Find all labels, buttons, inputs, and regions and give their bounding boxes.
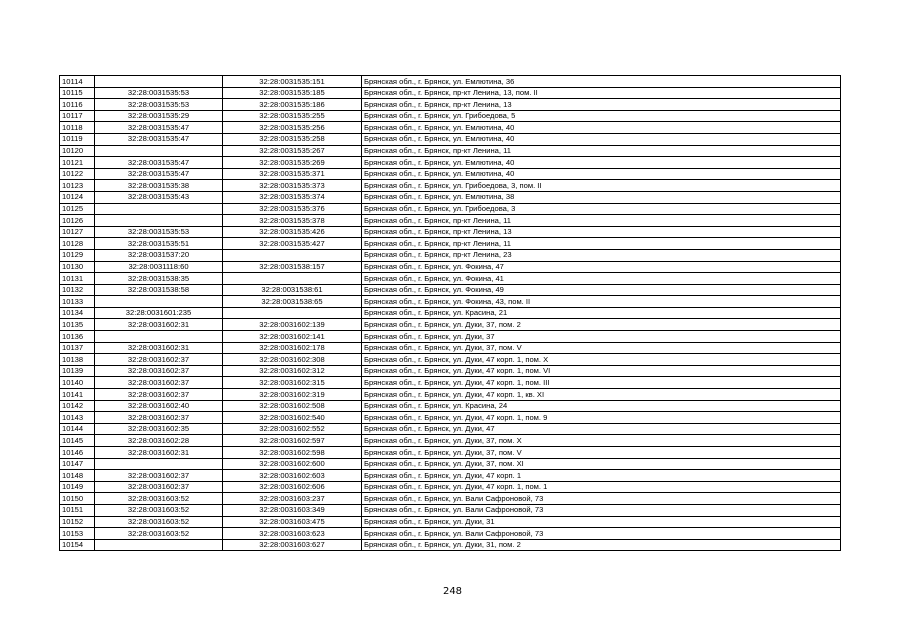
table-row <box>60 528 841 540</box>
row-number-cell: 10123 <box>60 180 95 192</box>
address-cell: Брянская обл., г. Брянск, ул. Емлютина, 40 <box>362 168 841 180</box>
object-cadastral-number-cell: 32:28:0031538:157 <box>223 261 362 273</box>
row-number-cell: 10149 <box>60 481 95 493</box>
row-number-cell: 10153 <box>60 528 95 540</box>
object-cadastral-number-cell: 32:28:0031602:597 <box>223 435 362 447</box>
table-row <box>60 354 841 366</box>
row-number-cell: 10126 <box>60 215 95 227</box>
object-cadastral-number-cell: 32:28:0031535:267 <box>223 145 362 157</box>
cadastral-number-cell: 32:28:0031603:52 <box>95 516 223 528</box>
cadastral-number-cell: 32:28:0031535:47 <box>95 168 223 180</box>
address-cell: Брянская обл., г. Брянск, ул. Грибоедова, 3 <box>362 203 841 215</box>
address-cell: Брянская обл., г. Брянск, ул. Красина, 24 <box>362 400 841 412</box>
address-cell: Брянская обл., г. Брянск, ул. Красина, 21 <box>362 307 841 319</box>
cadastral-number-cell <box>95 76 223 88</box>
row-number-cell: 10142 <box>60 400 95 412</box>
object-cadastral-number-cell: 32:28:0031603:237 <box>223 493 362 505</box>
table-row <box>60 447 841 459</box>
cadastral-number-cell: 32:28:0031602:37 <box>95 389 223 401</box>
object-cadastral-number-cell: 32:28:0031535:151 <box>223 76 362 88</box>
address-cell: Брянская обл., г. Брянск, ул. Вали Сафроновой, 73 <box>362 493 841 505</box>
cadastral-number-cell: 32:28:0031602:37 <box>95 481 223 493</box>
object-cadastral-number-cell: 32:28:0031535:185 <box>223 87 362 99</box>
cadastral-number-cell: 32:28:0031602:28 <box>95 435 223 447</box>
object-cadastral-number-cell: 32:28:0031535:186 <box>223 99 362 111</box>
cadastral-number-cell: 32:28:0031535:47 <box>95 157 223 169</box>
address-cell: Брянская обл., г. Брянск, пр-кт Ленина, 13 <box>362 226 841 238</box>
row-number-cell: 10138 <box>60 354 95 366</box>
address-cell: Брянская обл., г. Брянск, ул. Дуки, 47 корп. 1, пом. VI <box>362 365 841 377</box>
row-number-cell: 10127 <box>60 226 95 238</box>
address-cell: Брянская обл., г. Брянск, пр-кт Ленина, 11 <box>362 238 841 250</box>
cadastral-number-cell: 32:28:0031602:37 <box>95 365 223 377</box>
object-cadastral-number-cell <box>223 249 362 261</box>
row-number-cell: 10137 <box>60 342 95 354</box>
row-number-cell: 10152 <box>60 516 95 528</box>
table-row <box>60 516 841 528</box>
address-cell: Брянская обл., г. Брянск, ул. Дуки, 47 корп. 1, пом. 9 <box>362 412 841 424</box>
object-cadastral-number-cell: 32:28:0031602:540 <box>223 412 362 424</box>
table-row <box>60 226 841 238</box>
row-number-cell: 10154 <box>60 539 95 551</box>
table-row <box>60 133 841 145</box>
object-cadastral-number-cell: 32:28:0031535:426 <box>223 226 362 238</box>
table-row <box>60 249 841 261</box>
cadastral-number-cell: 32:28:0031535:47 <box>95 133 223 145</box>
row-number-cell: 10140 <box>60 377 95 389</box>
table-row <box>60 412 841 424</box>
cadastral-number-cell: 32:28:0031603:52 <box>95 504 223 516</box>
cadastral-number-cell: 32:28:0031603:52 <box>95 493 223 505</box>
row-number-cell: 10124 <box>60 191 95 203</box>
object-cadastral-number-cell: 32:28:0031535:376 <box>223 203 362 215</box>
registry-table-body <box>60 76 841 551</box>
table-row <box>60 157 841 169</box>
cadastral-number-cell <box>95 215 223 227</box>
object-cadastral-number-cell: 32:28:0031535:269 <box>223 157 362 169</box>
cadastral-number-cell: 32:28:0031602:37 <box>95 412 223 424</box>
row-number-cell: 10116 <box>60 99 95 111</box>
object-cadastral-number-cell: 32:28:0031535:378 <box>223 215 362 227</box>
table-row <box>60 423 841 435</box>
table-row <box>60 377 841 389</box>
cadastral-number-cell: 32:28:0031535:38 <box>95 180 223 192</box>
row-number-cell: 10121 <box>60 157 95 169</box>
cadastral-number-cell: 32:28:0031535:53 <box>95 87 223 99</box>
address-cell: Брянская обл., г. Брянск, ул. Дуки, 47 корп. 1, кв. XI <box>362 389 841 401</box>
object-cadastral-number-cell: 32:28:0031535:255 <box>223 110 362 122</box>
page-number: 248 <box>442 586 463 597</box>
object-cadastral-number-cell: 32:28:0031535:258 <box>223 133 362 145</box>
cadastral-number-cell: 32:28:0031535:43 <box>95 191 223 203</box>
row-number-cell: 10130 <box>60 261 95 273</box>
cadastral-number-cell: 32:28:0031537:20 <box>95 249 223 261</box>
cadastral-number-cell <box>95 539 223 551</box>
row-number-cell: 10125 <box>60 203 95 215</box>
address-cell: Брянская обл., г. Брянск, ул. Дуки, 37, пом. X <box>362 435 841 447</box>
table-row <box>60 168 841 180</box>
object-cadastral-number-cell: 32:28:0031603:475 <box>223 516 362 528</box>
object-cadastral-number-cell: 32:28:0031535:256 <box>223 122 362 134</box>
cadastral-number-cell <box>95 203 223 215</box>
row-number-cell: 10146 <box>60 447 95 459</box>
row-number-cell: 10129 <box>60 249 95 261</box>
object-cadastral-number-cell: 32:28:0031603:623 <box>223 528 362 540</box>
table-row <box>60 539 841 551</box>
table-row <box>60 215 841 227</box>
table-row <box>60 365 841 377</box>
table-row <box>60 493 841 505</box>
address-cell: Брянская обл., г. Брянск, ул. Дуки, 31 <box>362 516 841 528</box>
cadastral-number-cell: 32:28:0031535:47 <box>95 122 223 134</box>
cadastral-number-cell: 32:28:0031538:58 <box>95 284 223 296</box>
cadastral-number-cell <box>95 145 223 157</box>
table-row <box>60 203 841 215</box>
row-number-cell: 10148 <box>60 470 95 482</box>
address-cell: Брянская обл., г. Брянск, пр-кт Ленина, 11 <box>362 145 841 157</box>
address-cell: Брянская обл., г. Брянск, ул. Дуки, 37, пом. 2 <box>362 319 841 331</box>
object-cadastral-number-cell: 32:28:0031602:315 <box>223 377 362 389</box>
address-cell: Брянская обл., г. Брянск, пр-кт Ленина, 23 <box>362 249 841 261</box>
row-number-cell: 10117 <box>60 110 95 122</box>
object-cadastral-number-cell: 32:28:0031535:373 <box>223 180 362 192</box>
row-number-cell: 10120 <box>60 145 95 157</box>
address-cell: Брянская обл., г. Брянск, ул. Грибоедова, 3, пом. II <box>362 180 841 192</box>
row-number-cell: 10132 <box>60 284 95 296</box>
object-cadastral-number-cell: 32:28:0031603:349 <box>223 504 362 516</box>
table-row <box>60 435 841 447</box>
row-number-cell: 10131 <box>60 273 95 285</box>
row-number-cell: 10143 <box>60 412 95 424</box>
row-number-cell: 10150 <box>60 493 95 505</box>
address-cell: Брянская обл., г. Брянск, ул. Емлютина, 36 <box>362 76 841 88</box>
table-row <box>60 87 841 99</box>
object-cadastral-number-cell: 32:28:0031538:65 <box>223 296 362 308</box>
table-row <box>60 261 841 273</box>
object-cadastral-number-cell: 32:28:0031602:508 <box>223 400 362 412</box>
address-cell: Брянская обл., г. Брянск, ул. Дуки, 47 корп. 1 <box>362 470 841 482</box>
object-cadastral-number-cell: 32:28:0031538:61 <box>223 284 362 296</box>
table-row <box>60 342 841 354</box>
address-cell: Брянская обл., г. Брянск, пр-кт Ленина, 11 <box>362 215 841 227</box>
table-row <box>60 331 841 343</box>
row-number-cell: 10119 <box>60 133 95 145</box>
address-cell: Брянская обл., г. Брянск, ул. Фокина, 47 <box>362 261 841 273</box>
row-number-cell: 10135 <box>60 319 95 331</box>
object-cadastral-number-cell <box>223 273 362 285</box>
cadastral-number-cell: 32:28:0031602:37 <box>95 377 223 389</box>
table-row <box>60 470 841 482</box>
cadastral-number-cell: 32:28:0031603:52 <box>95 528 223 540</box>
cadastral-number-cell: 32:28:0031535:53 <box>95 99 223 111</box>
table-row <box>60 400 841 412</box>
address-cell: Брянская обл., г. Брянск, ул. Дуки, 47 корп. 1, пом. III <box>362 377 841 389</box>
address-cell: Брянская обл., г. Брянск, ул. Вали Сафроновой, 73 <box>362 528 841 540</box>
address-cell: Брянская обл., г. Брянск, пр-кт Ленина, 13, пом. II <box>362 87 841 99</box>
table-row <box>60 389 841 401</box>
cadastral-number-cell <box>95 458 223 470</box>
table-row <box>60 481 841 493</box>
cadastral-number-cell: 32:28:0031538:35 <box>95 273 223 285</box>
object-cadastral-number-cell <box>223 307 362 319</box>
object-cadastral-number-cell: 32:28:0031535:371 <box>223 168 362 180</box>
table-row <box>60 122 841 134</box>
row-number-cell: 10133 <box>60 296 95 308</box>
address-cell: Брянская обл., г. Брянск, ул. Емлютина, 40 <box>362 122 841 134</box>
table-row <box>60 273 841 285</box>
object-cadastral-number-cell: 32:28:0031602:603 <box>223 470 362 482</box>
address-cell: Брянская обл., г. Брянск, ул. Вали Сафроновой, 73 <box>362 504 841 516</box>
registry-table <box>59 75 841 551</box>
cadastral-number-cell <box>95 296 223 308</box>
object-cadastral-number-cell: 32:28:0031602:600 <box>223 458 362 470</box>
address-cell: Брянская обл., г. Брянск, ул. Дуки, 37, пом. XI <box>362 458 841 470</box>
address-cell: Брянская обл., г. Брянск, ул. Дуки, 47 корп. 1, пом. X <box>362 354 841 366</box>
address-cell: Брянская обл., г. Брянск, ул. Емлютина, 38 <box>362 191 841 203</box>
address-cell: Брянская обл., г. Брянск, ул. Дуки, 37, пом. V <box>362 342 841 354</box>
row-number-cell: 10136 <box>60 331 95 343</box>
cadastral-number-cell: 32:28:0031602:37 <box>95 470 223 482</box>
cadastral-number-cell: 32:28:0031535:53 <box>95 226 223 238</box>
object-cadastral-number-cell: 32:28:0031602:598 <box>223 447 362 459</box>
table-row <box>60 307 841 319</box>
cadastral-number-cell: 32:28:0031602:31 <box>95 447 223 459</box>
cadastral-number-cell: 32:28:0031602:31 <box>95 342 223 354</box>
table-row <box>60 458 841 470</box>
object-cadastral-number-cell: 32:28:0031535:374 <box>223 191 362 203</box>
row-number-cell: 10128 <box>60 238 95 250</box>
row-number-cell: 10115 <box>60 87 95 99</box>
address-cell: Брянская обл., г. Брянск, ул. Дуки, 31, пом. 2 <box>362 539 841 551</box>
object-cadastral-number-cell: 32:28:0031602:308 <box>223 354 362 366</box>
address-cell: Брянская обл., г. Брянск, ул. Дуки, 47 <box>362 423 841 435</box>
object-cadastral-number-cell: 32:28:0031535:427 <box>223 238 362 250</box>
cadastral-number-cell <box>95 331 223 343</box>
table-row <box>60 191 841 203</box>
table-row <box>60 238 841 250</box>
row-number-cell: 10139 <box>60 365 95 377</box>
cadastral-number-cell: 32:28:0031118:60 <box>95 261 223 273</box>
table-row <box>60 284 841 296</box>
cadastral-number-cell: 32:28:0031602:37 <box>95 354 223 366</box>
address-cell: Брянская обл., г. Брянск, ул. Фокина, 41 <box>362 273 841 285</box>
row-number-cell: 10147 <box>60 458 95 470</box>
address-cell: Брянская обл., г. Брянск, ул. Грибоедова, 5 <box>362 110 841 122</box>
object-cadastral-number-cell: 32:28:0031602:178 <box>223 342 362 354</box>
cadastral-number-cell: 32:28:0031535:29 <box>95 110 223 122</box>
table-row <box>60 319 841 331</box>
cadastral-number-cell: 32:28:0031602:40 <box>95 400 223 412</box>
table-row <box>60 296 841 308</box>
table-row <box>60 145 841 157</box>
address-cell: Брянская обл., г. Брянск, ул. Фокина, 43, пом. II <box>362 296 841 308</box>
row-number-cell: 10151 <box>60 504 95 516</box>
row-number-cell: 10118 <box>60 122 95 134</box>
cadastral-number-cell: 32:28:0031602:31 <box>95 319 223 331</box>
row-number-cell: 10134 <box>60 307 95 319</box>
object-cadastral-number-cell: 32:28:0031602:312 <box>223 365 362 377</box>
row-number-cell: 10114 <box>60 76 95 88</box>
object-cadastral-number-cell: 32:28:0031602:552 <box>223 423 362 435</box>
object-cadastral-number-cell: 32:28:0031602:606 <box>223 481 362 493</box>
row-number-cell: 10145 <box>60 435 95 447</box>
address-cell: Брянская обл., г. Брянск, пр-кт Ленина, 13 <box>362 99 841 111</box>
object-cadastral-number-cell: 32:28:0031602:319 <box>223 389 362 401</box>
cadastral-number-cell: 32:28:0031535:51 <box>95 238 223 250</box>
address-cell: Брянская обл., г. Брянск, ул. Емлютина, 40 <box>362 133 841 145</box>
row-number-cell: 10141 <box>60 389 95 401</box>
object-cadastral-number-cell: 32:28:0031602:139 <box>223 319 362 331</box>
table-row <box>60 504 841 516</box>
cadastral-number-cell: 32:28:0031601:235 <box>95 307 223 319</box>
table-row <box>60 76 841 88</box>
row-number-cell: 10122 <box>60 168 95 180</box>
table-row <box>60 110 841 122</box>
address-cell: Брянская обл., г. Брянск, ул. Дуки, 37, пом. V <box>362 447 841 459</box>
address-cell: Брянская обл., г. Брянск, ул. Дуки, 47 корп. 1, пом. 1 <box>362 481 841 493</box>
row-number-cell: 10144 <box>60 423 95 435</box>
table-row <box>60 180 841 192</box>
object-cadastral-number-cell: 32:28:0031602:141 <box>223 331 362 343</box>
object-cadastral-number-cell: 32:28:0031603:627 <box>223 539 362 551</box>
address-cell: Брянская обл., г. Брянск, ул. Фокина, 49 <box>362 284 841 296</box>
address-cell: Брянская обл., г. Брянск, ул. Дуки, 37 <box>362 331 841 343</box>
table-row <box>60 99 841 111</box>
cadastral-number-cell: 32:28:0031602:35 <box>95 423 223 435</box>
address-cell: Брянская обл., г. Брянск, ул. Емлютина, 40 <box>362 157 841 169</box>
